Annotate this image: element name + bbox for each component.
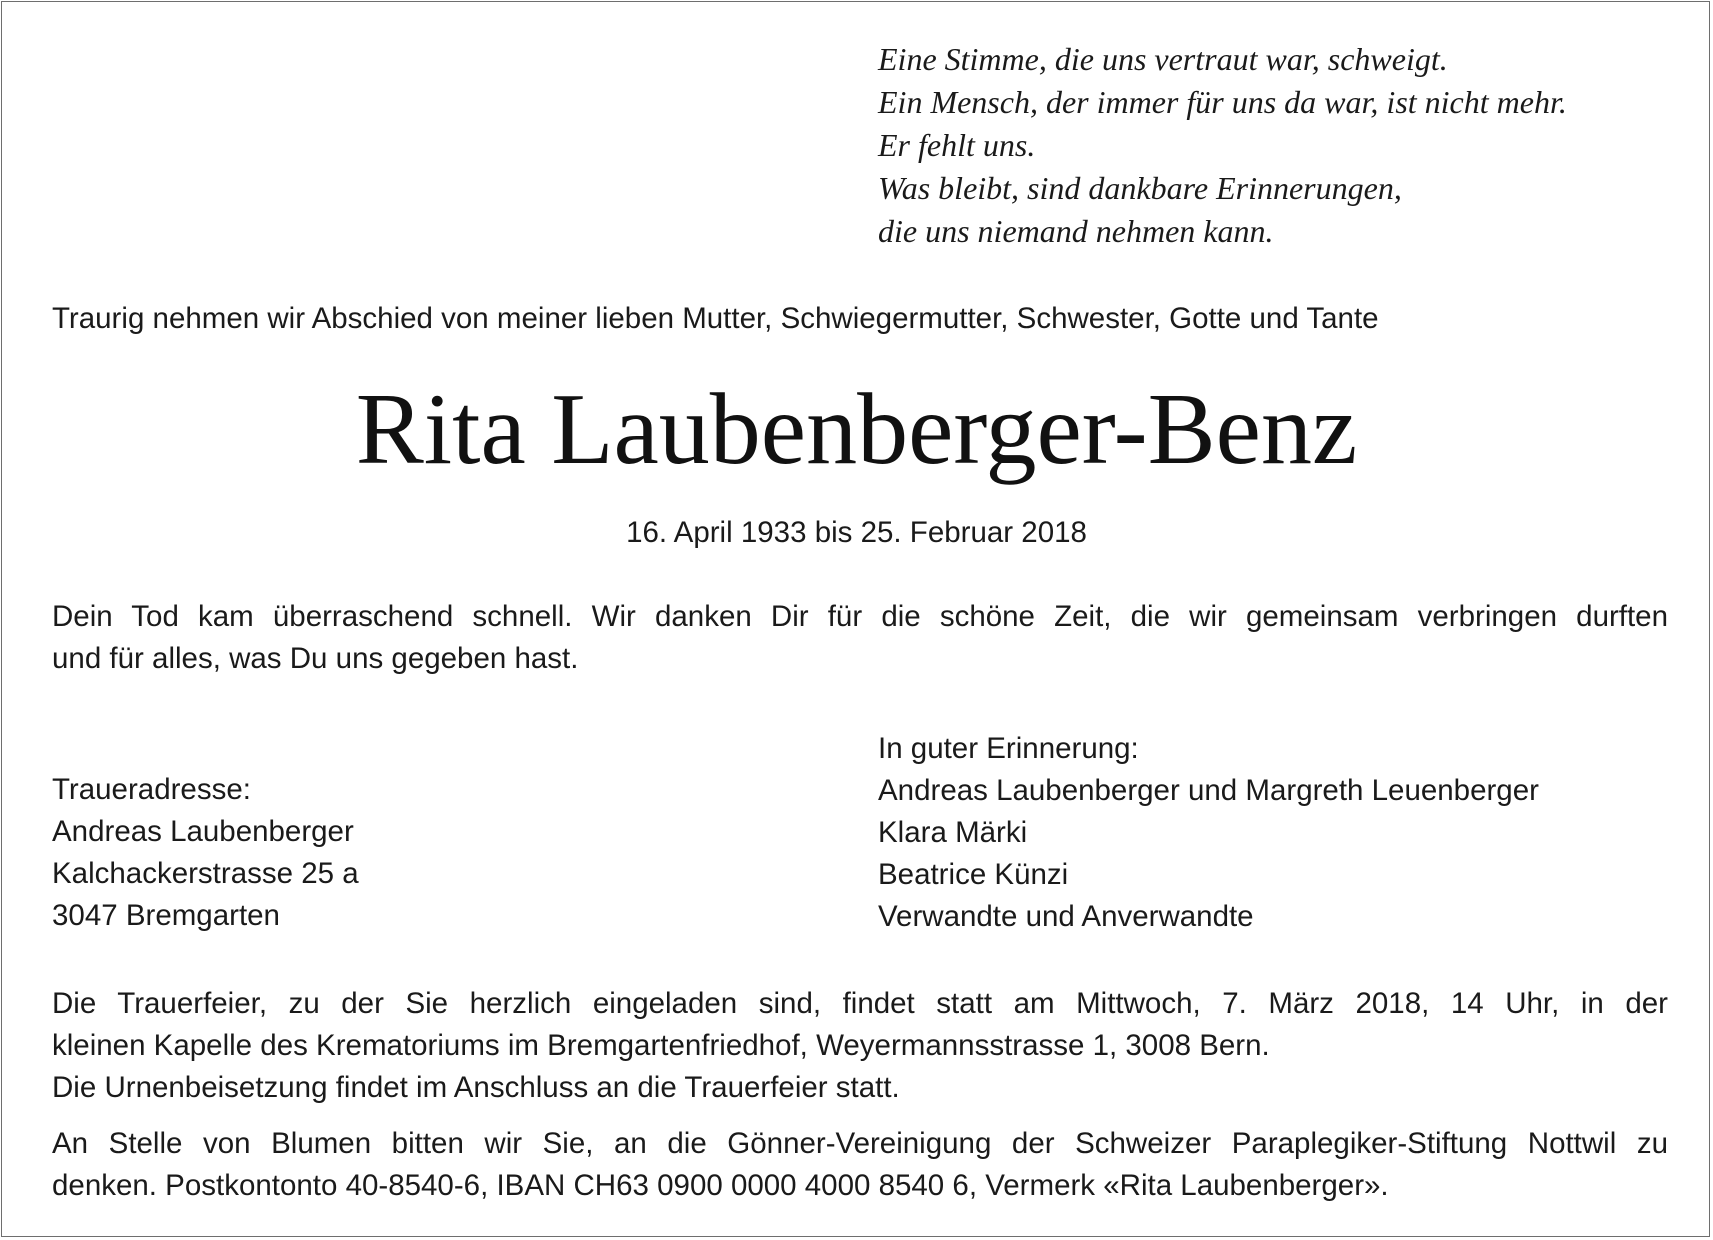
farewell-intro: Traurig nehmen wir Abschied von meiner lieben Mutter, Schwiegermutter, Schwester, Gotte und Tante <box>52 302 1379 335</box>
poem-line: Ein Mensch, der immer für uns da war, ist nicht mehr. <box>878 84 1567 120</box>
mourning-address <box>52 769 359 937</box>
mourner-name: Beatrice Künzi <box>878 858 1069 891</box>
deceased-name: Rita Laubenberger-Benz <box>355 373 1358 486</box>
ceremony-line: Die Urnenbeisetzung findet im Anschluss an die Trauerfeier statt. <box>52 1071 900 1104</box>
address-line: Kalchackerstrasse 25 a <box>52 857 359 890</box>
thanks-line: und für alles, was Du uns gegeben hast. <box>52 642 579 675</box>
poem-line: Er fehlt uns. <box>878 127 1036 163</box>
address-line: Andreas Laubenberger <box>52 815 354 848</box>
obituary-notice <box>1 1 1710 1237</box>
poem-line: Was bleibt, sind dankbare Erinnerungen, <box>878 170 1402 206</box>
donation-line: An Stelle von Blumen bitten wir Sie, an die Gönner-Vereinigung der Schweizer Paraplegiker-Stiftung Nottwil zu <box>52 1127 1668 1160</box>
ceremony-line: Die Trauerfeier, zu der Sie herzlich eingeladen sind, findet statt am Mittwoch, 7. März 2018, 14 Uhr, in der <box>52 987 1668 1020</box>
in-memory-list <box>878 728 1539 938</box>
memorial-poem <box>878 38 1567 253</box>
thanks-line: Dein Tod kam überraschend schnell. Wir danken Dir für die schöne Zeit, die wir gemeinsam verbringen durften <box>52 600 1668 633</box>
mourner-name: Klara Märki <box>878 816 1028 849</box>
donation-line: denken. Postkontonto 40-8540-6, IBAN CH63 0900 0000 4000 8540 6, Vermerk «Rita Laubenberger». <box>52 1169 1389 1202</box>
address-label: Traueradresse: <box>52 773 251 806</box>
address-line: 3047 Bremgarten <box>52 899 280 932</box>
ceremony-line: kleinen Kapelle des Krematoriums im Bremgartenfriedhof, Weyermannsstrasse 1, 3008 Bern. <box>52 1029 1270 1062</box>
poem-line: die uns niemand nehmen kann. <box>878 213 1274 249</box>
mourner-name: Andreas Laubenberger und Margreth Leuenberger <box>878 774 1539 807</box>
donation-paragraph <box>52 1123 1668 1207</box>
memory-label: In guter Erinnerung: <box>878 732 1139 765</box>
life-dates: 16. April 1933 bis 25. Februar 2018 <box>626 516 1087 549</box>
ceremony-paragraph <box>52 983 1668 1109</box>
mourner-name: Verwandte und Anverwandte <box>878 900 1254 933</box>
thanks-paragraph <box>52 596 1668 680</box>
poem-line: Eine Stimme, die uns vertraut war, schweigt. <box>878 41 1448 77</box>
